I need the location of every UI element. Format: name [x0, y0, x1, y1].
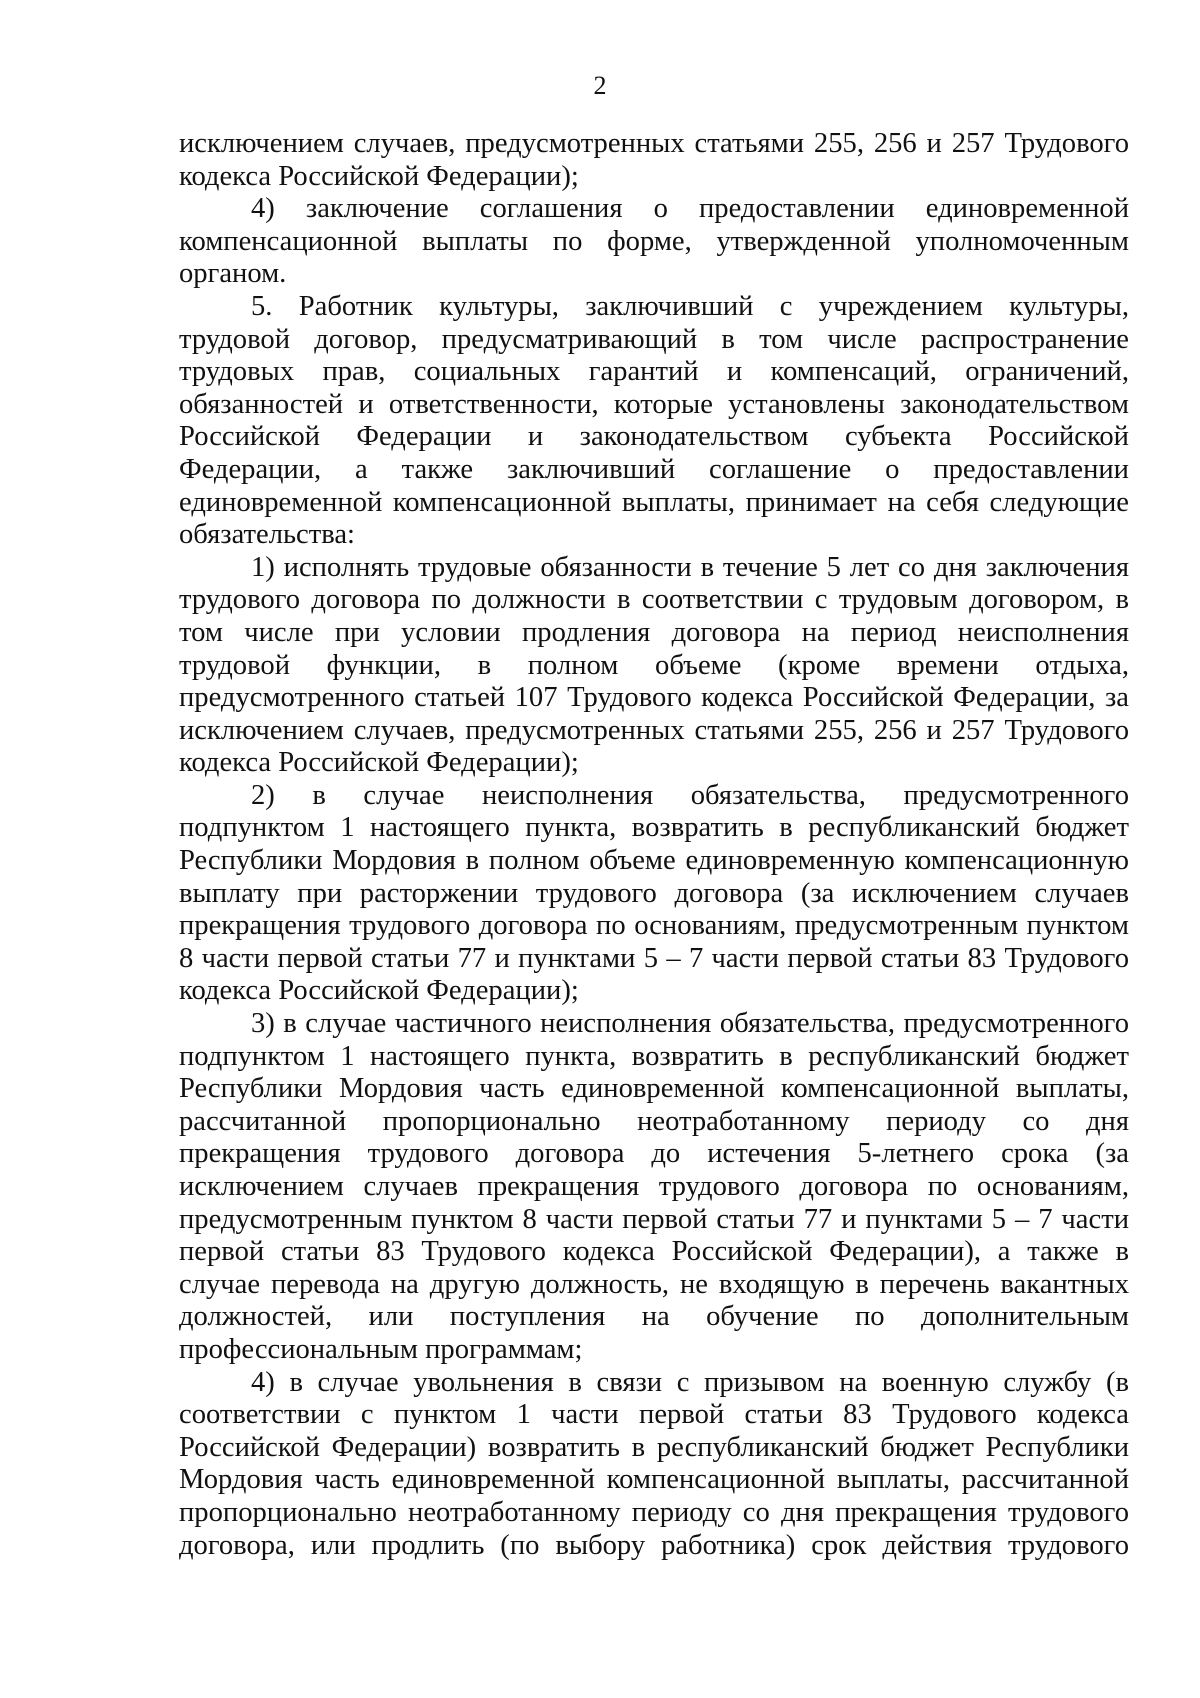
page-number: 2	[593, 71, 607, 100]
paragraph-obligation-4: 4) в случае увольнения в связи с призывом на военную службу (в соответствии с пунктом 1 части первой статьи 83 Трудового кодекса Российской Федерации) возвратить в республиканский бюджет Республики Мордовия часть единовременной компенсационной выплаты, рассчитанной пропорционально неотработанному периоду со дня прекращения трудового договора, или продлить (по выбору работника) срок действия трудового	[179, 1366, 1129, 1561]
paragraph-continuation: исключением случаев, предусмотренных статьями 255, 256 и 257 Трудового кодекса Российской Федерации);	[179, 128, 1129, 192]
paragraph-item-4-agreement: 4) заключение соглашения о предоставлении единовременной компенсационной выплаты по форме, утвержденной уполномоченным органом.	[179, 193, 1129, 290]
paragraph-obligation-1: 1) исполнять трудовые обязанности в течение 5 лет со дня заключения трудового договора по должности в соответствии с трудовым договором, в том числе при условии продления договора на период неисполнения трудовой функции, в полном объеме (кроме времени отдыха, предусмотренного статьей 107 Трудового кодекса Российской Федерации, за исключением случаев, предусмотренных статьями 255, 256 и 257 Трудового кодекса Российской Федерации);	[179, 551, 1129, 779]
paragraph-obligation-3: 3) в случае частичного неисполнения обязательства, предусмотренного подпунктом 1 настоящего пункта, возвратить в республиканский бюджет Республики Мордовия часть единовременной компенсационной выплаты, рассчитанной пропорционально неотработанному периоду со дня прекращения трудового договора до истечения 5-летнего срока (за исключением случаев прекращения трудового договора по основаниям, предусмотренным пунктом 8 части первой статьи 77 и пунктами 5 – 7 части первой статьи 83 Трудового кодекса Российской Федерации), а также в случае перевода на другую должность, не входящую в перечень вакантных должностей, или поступления на обучение по дополнительным профессиональным программам;	[179, 1008, 1129, 1365]
paragraph-section-5: 5. Работник культуры, заключивший с учреждением культуры, трудовой договор, предусматривающий в том числе распространение трудовых прав, социальных гарантий и компенсаций, ограничений, обязанностей и ответственности, которые установлены законодательством Российской Федерации и законодательством субъекта Российской Федерации, а также заключивший соглашение о предоставлении единовременной компенсационной выплаты, принимает на себя следующие обязательства:	[179, 290, 1129, 551]
document-body	[179, 128, 1129, 1562]
paragraph-obligation-2: 2) в случае неисполнения обязательства, предусмотренного подпунктом 1 настоящего пункта, возвратить в республиканский бюджет Республики Мордовия в полном объеме единовременную компенсационную выплату при расторжении трудового договора (за исключением случаев прекращения трудового договора по основаниям, предусмотренным пунктом 8 части первой статьи 77 и пунктами 5 – 7 части первой статьи 83 Трудового кодекса Российской Федерации);	[179, 779, 1129, 1007]
